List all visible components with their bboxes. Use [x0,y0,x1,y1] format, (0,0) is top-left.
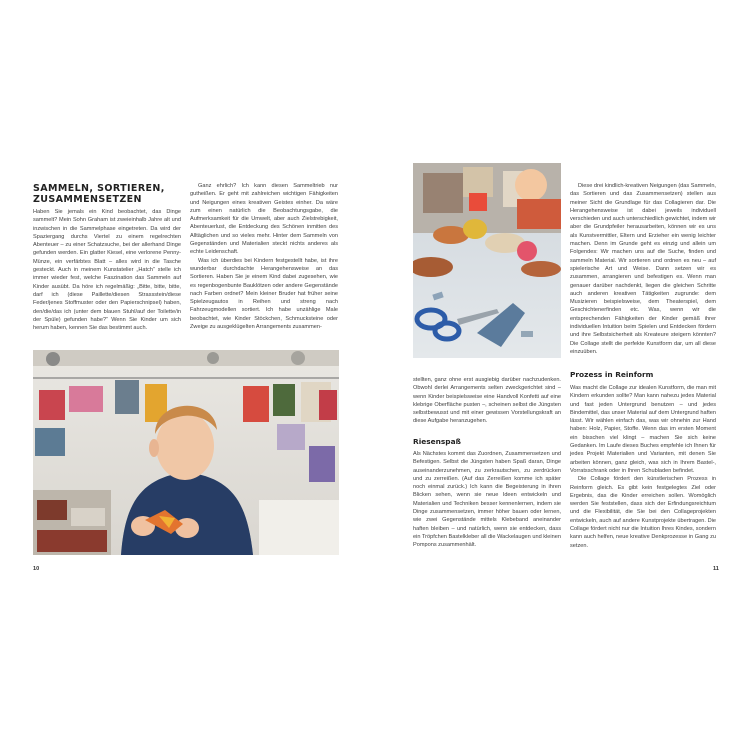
page-number: 10 [33,566,40,572]
right-column-1 [413,376,561,426]
child-collage-photo [33,350,339,555]
right-page [376,0,752,752]
paragraph: Was ich überdies bei Kindern festgestellt habe, ist ihre wunderbar durchdachte Herangehensweise an das Sortieren. Haben Sie je einem Kind dabei zugesehen, wie es regenbogenbunte Bauklötzen oder andere Gegenstände nach Farben ordnet? Mein kleiner Bruder hat früher seine Spielzeugautos in Reihen und streng nach Fahrzeugmodellen sortiert. Ich habe unzählige Male beobachtet, wie Kinder Stöckchen, Schmucksteine oder Zweige zu ausgeklügelten Arrangements zusammen- [190,257,338,331]
heading-line-1: SAMMELN, SORTIEREN, [33,183,165,194]
paragraph: stellten, ganz ohne erst ausgiebig darüber nachzudenken. Obwohl derlei Arrangements selten zweckgerichtet sind – wenn Kinder beispielsweise eine Handvoll Konfetti auf eine klebrige Oberfläche pusten –, scheinen selbst die Jüngsten selbstbewusst und mit einer gewissen Vorstellungskraft an diese Aufgabe heranzugehen. [413,377,561,425]
right-column-2-cont [570,384,716,550]
paragraph: Diese drei kindlich-kreativen Neigungen (das Sammeln, das Sortieren und das Zusammensetzen) stellen aus meiner Sicht die Grundlage für das Collagieren dar. Die Herangehensweise ist dabei jeweils individuell verschieden und auch unterschiedlich gewichtet, indem wir aber die Grundpfeiler herausarbeiten, können wir es uns als Kunstvermittler, Eltern und Erzieher ein wenig leichter machen. Denn im Grunde geht es einzig und allein um Folgendes: Wir machen uns auf die Suche, finden und sammeln Material. Wir sortieren und ordnen es neu – auf spielerische Art und Weise. Dann setzen wir es zusammen, arrangieren und befestigen es. Wenn man genauer darüber nachdenkt, liegen die gleichen Schritte auch anderen kreativen Tätigkeiten zugrunde: dem Musizieren beispielsweise, dem Theaterspiel, dem Geschichtenerfinden etc. Was, wenn wir die entsprechenden Fähigkeiten der Kinder gemäß ihrer individuellen Intuition beim Spielen und Entdecken fördern und ihre Selbstsicherheit als Kreateure steigern könnten? Die Collage stellt die perfekte Kunstform dar, um all diese einzuüben. [570,183,716,355]
subheading-prozess: Prozess in Reinform [570,370,654,379]
left-column-2 [190,182,338,331]
craft-table-photo [413,163,561,358]
paragraph: Die Collage fördert den künstlerischen Prozess in Reinform gleich. Es gibt kein festgelegtes Ziel oder Ergebnis, das die Kinder erreichen sollen. Womöglich werden Sie feststellen, dass sich der Erfindungsreichtum und die Flexibilität, die Sie bei den Collageprojekten entwickeln, auch auf andere Kunstprojekte übertragen. Die Collage fördert nicht nur die Intuition Ihres Kindes, sondern kann auch helfen, neue kreative Denkprozesse in Gang zu setzen. [570,476,716,549]
section-heading [33,183,165,205]
right-column-1-cont [413,450,561,550]
left-column-1 [33,208,181,332]
right-column-2 [570,182,716,356]
heading-line-2: ZUSAMMENSETZEN [33,194,142,205]
paragraph: Haben Sie jemals ein Kind beobachtet, das Dinge sammelt? Mein Sohn Graham ist zweieinhalb Jahre alt und inzwischen in die Sammelphase eingetreten. Da wird der Spaziergang durchs Viertel zu einem regelrechten Abenteuer – zu einer Schatzsuche, bei der allerhand Dinge gefunden werden. Ein glatter Kiesel, eine verlorene Penny-Münze, ein verfärbtes Blatt – alles wird in die Tasche gesteckt. Auch in meinem Kunstatelier „Hatch“ stelle ich immer wieder fest, welche Faszination das Sammeln auf Kinder ausübt. Da höre ich regelmäßig: „Bitte, bitte, bitte, darf ich (diese Paillette/diesen Strassstein/diese Feder/jenes Stoffmuster oder den Papierschnipsel) haben, den/die/das ich (unter dem blauen Stuhl/auf der Toilette/in der Spüle) gefunden habe?“ Wenn Sie Kinder um sich herum haben, kennen Sie das bestimmt auch. [33,209,181,332]
paragraph: Ganz ehrlich? Ich kann diesen Sammeltrieb nur gutheißen. Er geht mit zahlreichen wichtigen Fähigkeiten und Neigungen eines kreativen Geistes einher. Da wäre zum einen natürlich die Beobachtungsgabe, die Aufmerksamkeit für die Umwelt, aber auch Zielstrebigkeit, Abenteuerlust, die Entdeckung des Schönen inmitten des Alltäglichen und so vieles mehr. Hinter dem Sammeln von Gegenständen und Materialien steckt nichts anderes als echte Leidenschaft. [190,183,338,256]
paragraph: Was macht die Collage zur idealen Kunstform, die man mit Kindern erkunden sollte? Man kann nahezu jedes Material und fast jeden Untergrund benutzen – und jedes Bindemittel, das unser Material auf dem Untergrund haften lässt. Wir wählen einfach das, was wir ohnehin zur Hand haben: Holz, Papier, Stoffe. Wenn das im ersten Moment ein bisschen viel klingt – machen Sie sich keine Gedanken. Im Laufe dieses Buches empfehle ich Ihnen für jedes Projekt Materialien und Varianten, mit denen Sie arbeiten können, ganz gleich, was sich in Ihrem Bastel-, Vorratsschrank oder in Ihren Schubladen befindet. [570,385,716,474]
paragraph: Als Nächstes kommt das Zuordnen, Zusammensetzen und Befestigen. Selbst die Jüngsten haben Spaß daran, Dinge auseinanderzunehmen, zu zerkrautschen, zu zerdrücken und zu zerreißen. (Auf das Zerreißen komme ich später noch einmal zurück.) Ich kann die Begeisterung in ihren Blicken sehen, wenn sie neue Ideen entwickeln und Materialien und Techniken besser kennenlernen, indem sie Dinge zusammensetzen, immer höher bauen oder lernen, wie zwei Gegenstände mittels Klebeband aneinander haften bleiben – und natürlich, wenn sie entdecken, dass ein Tröpfchen Bastelkleber all die Wackelaugen und kleinen Pompons zusammenhält. [413,451,561,549]
subheading-riesenspass: Riesenspaß [413,437,461,446]
page-number: 11 [713,566,719,572]
